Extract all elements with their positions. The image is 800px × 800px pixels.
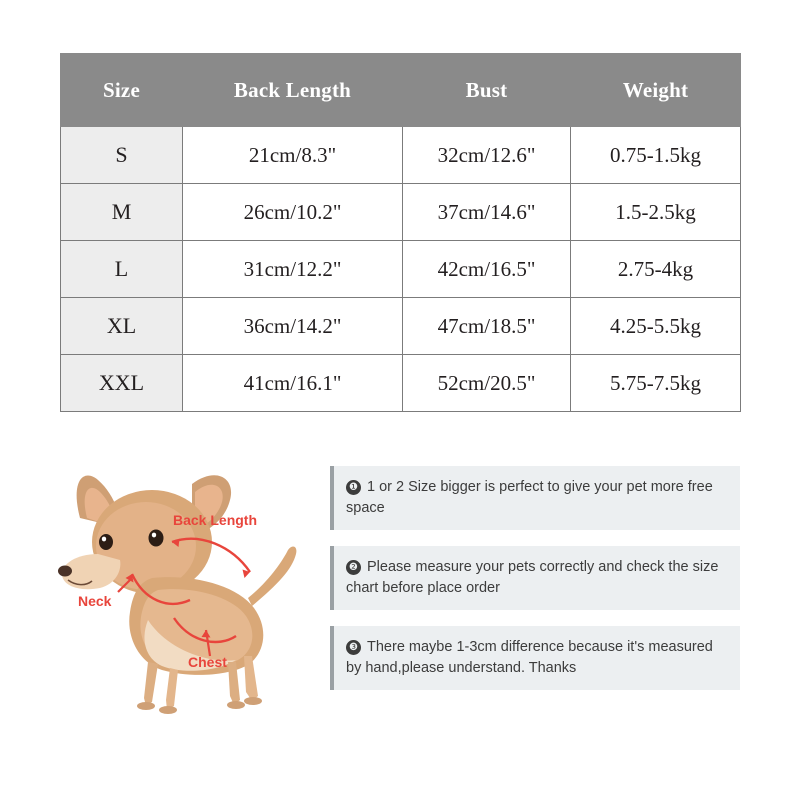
table-row	[61, 298, 741, 355]
table-row	[61, 241, 741, 298]
label-back-length: Back Length	[173, 512, 258, 528]
cell-weight: 1.5-2.5kg	[571, 184, 741, 241]
cell-bust: 32cm/12.6"	[403, 127, 571, 184]
notes-list	[330, 466, 740, 706]
size-table	[60, 53, 741, 412]
note-text: There maybe 1-3cm difference because it's measured by hand,please understand. Thanks	[346, 639, 713, 676]
lower-section	[0, 440, 800, 770]
column-header-bust: Bust	[403, 54, 571, 127]
cell-back-length: 21cm/8.3"	[183, 127, 403, 184]
cell-size: XL	[61, 298, 183, 355]
note-item	[330, 466, 740, 530]
column-header-back-length: Back Length	[183, 54, 403, 127]
cell-weight: 5.75-7.5kg	[571, 355, 741, 412]
table-row	[61, 355, 741, 412]
cell-back-length: 41cm/16.1"	[183, 355, 403, 412]
size-chart	[60, 53, 740, 412]
dog-diagram	[40, 450, 330, 740]
note-item	[330, 546, 740, 610]
note-item	[330, 626, 740, 690]
table-header-row	[61, 54, 741, 127]
cell-size: M	[61, 184, 183, 241]
column-header-weight: Weight	[571, 54, 741, 127]
table-row	[61, 127, 741, 184]
label-neck: Neck	[78, 593, 112, 609]
label-chest: Chest	[188, 654, 227, 670]
cell-size: S	[61, 127, 183, 184]
note-bullet-icon: ❷	[346, 560, 361, 575]
cell-back-length: 26cm/10.2"	[183, 184, 403, 241]
cell-bust: 42cm/16.5"	[403, 241, 571, 298]
note-bullet-icon: ❶	[346, 480, 361, 495]
cell-back-length: 36cm/14.2"	[183, 298, 403, 355]
cell-size: XXL	[61, 355, 183, 412]
note-text: Please measure your pets correctly and check the size chart before place order	[346, 559, 719, 596]
cell-bust: 47cm/18.5"	[403, 298, 571, 355]
cell-back-length: 31cm/12.2"	[183, 241, 403, 298]
note-bullet-icon: ❸	[346, 640, 361, 655]
cell-weight: 0.75-1.5kg	[571, 127, 741, 184]
cell-bust: 37cm/14.6"	[403, 184, 571, 241]
cell-weight: 2.75-4kg	[571, 241, 741, 298]
note-text: 1 or 2 Size bigger is perfect to give your pet more free space	[346, 479, 713, 516]
table-row	[61, 184, 741, 241]
cell-bust: 52cm/20.5"	[403, 355, 571, 412]
cell-weight: 4.25-5.5kg	[571, 298, 741, 355]
cell-size: L	[61, 241, 183, 298]
column-header-size: Size	[61, 54, 183, 127]
